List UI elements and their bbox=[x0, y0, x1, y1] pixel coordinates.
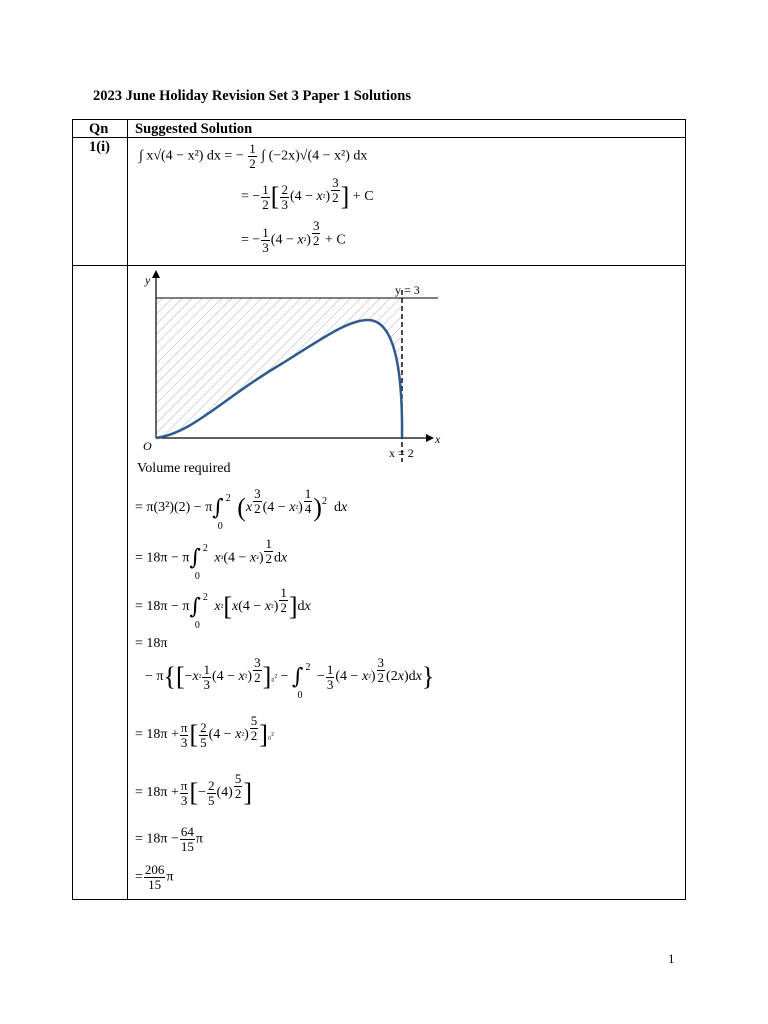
fraction-two-thirds: $\frac{2}{3}$ bbox=[281, 181, 288, 212]
integral-line-2: = − $\frac{1}{2}$ [ $\frac{2}{3}$ (4 − x²) $\frac{3}{2}$ ] + C bbox=[241, 174, 374, 212]
origin-label: O bbox=[143, 439, 152, 453]
fraction-half: $\frac{1}{2}$ bbox=[262, 181, 269, 212]
volume-step-3: = 18π − π∫ 2 0 x²[x(4 − x²) $\frac{1}{2}$ ]dx bbox=[135, 584, 311, 632]
volume-step-5: − π{[−x² $\frac{1}{3}$ (4 − x²) $\frac{3}{2}$ ]₀² − ∫ 2 0 − $\frac{1}{3}$ (4 − x²) $\frac{3}{2}$ (2x)dx} bbox=[145, 654, 435, 702]
vline-label: x = 2 bbox=[389, 446, 414, 460]
x-axis-arrow-icon bbox=[426, 434, 434, 442]
column-divider bbox=[127, 120, 128, 899]
fraction-half: $\frac{1}{2}$ bbox=[249, 141, 256, 171]
row-divider bbox=[73, 265, 685, 266]
question-number: 1(i) bbox=[89, 139, 110, 155]
y-axis-label: y bbox=[145, 273, 151, 287]
integral-line-1 bbox=[139, 142, 367, 170]
x-axis-label: x bbox=[435, 432, 441, 446]
volume-step-2: = 18π − π∫ 2 0 x³(4 − x²) $\frac{1}{2}$ dx bbox=[135, 536, 288, 583]
volume-label: Volume required bbox=[137, 461, 231, 476]
integral-line-3: = − $\frac{1}{3}$ (4 − x²) $\frac{3}{2}$ + C bbox=[241, 218, 346, 255]
document-title: 2023 June Holiday Revision Set 3 Paper 1 Solutions bbox=[93, 88, 411, 104]
page-number: 1 bbox=[668, 951, 675, 966]
volume-step-7: = 18π + $\frac{\pi}{3}$ [− $\frac{2}{5}$ (4) $\frac{5}{2}$ ] bbox=[135, 770, 253, 808]
integral-lhs: ∫ x√(4 − x²) dx = − bbox=[139, 148, 244, 164]
volume-step-8: = 18π − $\frac{64}{15}$ π bbox=[135, 824, 203, 854]
volume-step-4: = 18π bbox=[135, 636, 168, 651]
region-graph bbox=[133, 268, 453, 462]
volume-step-6: = 18π + $\frac{\pi}{3}$ [ $\frac{2}{5}$ (4 − x²) $\frac{5}{2}$ ]₀² bbox=[135, 712, 274, 750]
fraction-third: $\frac{1}{3}$ bbox=[262, 225, 269, 255]
constant-c: + C bbox=[352, 189, 374, 205]
exponent-three-halves: $\frac{3}{2}$ bbox=[332, 174, 339, 205]
qn-column-header: Qn bbox=[89, 121, 109, 137]
solution-column-header: Suggested Solution bbox=[135, 121, 253, 137]
volume-step-1: = π(3²)(2) − π∫ 2 0 (x $\frac{3}{2}$ (4 − x²) $\frac{1}{4}$ )$^2$ dx bbox=[135, 485, 348, 533]
y-axis-arrow-icon bbox=[152, 270, 160, 278]
volume-final-answer: = $\frac{206}{15}$ π bbox=[135, 862, 174, 892]
solutions-table bbox=[72, 119, 686, 900]
integral-line1-rhs: ∫ (−2x)√(4 − x²) dx bbox=[261, 148, 368, 164]
constant-c: + C bbox=[324, 232, 346, 248]
hline-label: y = 3 bbox=[395, 283, 420, 297]
exponent-three-halves: $\frac{3}{2}$ bbox=[312, 218, 320, 248]
